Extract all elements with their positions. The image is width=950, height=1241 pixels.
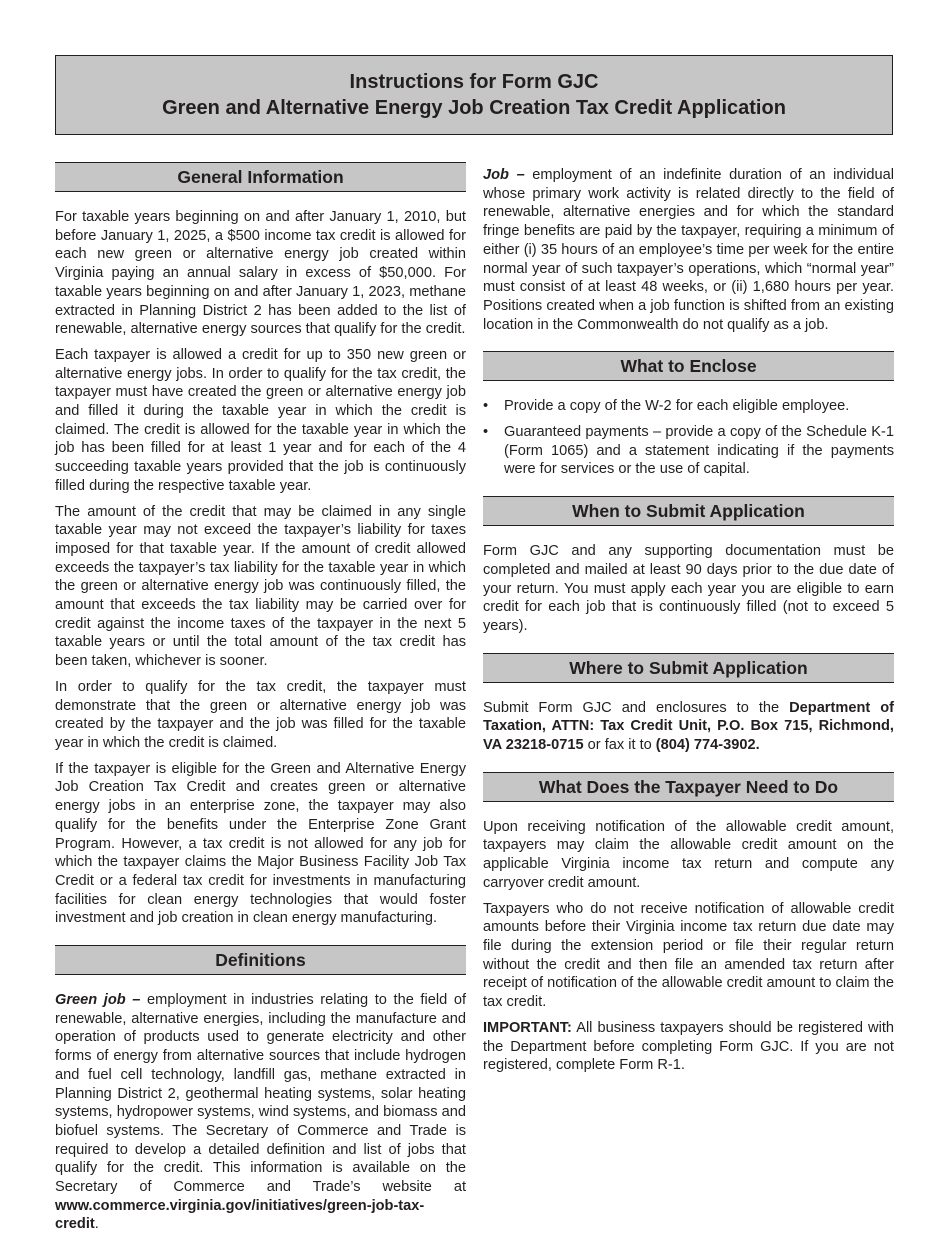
bullet-icon: •: [483, 398, 489, 415]
when-to-submit-text: Form GJC and any supporting documentation must be completed and mailed at least 90 days prior to the due date of your return. You must apply each year you are eligible to earn credit for each job that is continuously filled (not to exceed 5 years).: [483, 543, 894, 634]
green-job-end: .: [94, 1216, 99, 1233]
left-column: [55, 162, 466, 1241]
definitions-heading: Definitions: [55, 945, 466, 975]
general-info-paragraph-4: In order to qualify for the tax credit, the taxpayer must demonstrate that the green or alternative energy job was created by the taxpayer and the job was filled for the taxable year in which the credit is claimed.: [55, 678, 466, 751]
mailing-address: Department of Taxation, ATTN: Tax Credit Unit, P.O. Box 715, Richmond, VA 23218-0715: [483, 699, 895, 754]
job-definition: [483, 166, 894, 334]
form-title-box: [55, 55, 893, 135]
job-term: Job –: [483, 167, 525, 183]
when-to-submit-heading: When to Submit Application: [483, 496, 894, 526]
taxpayer-todo-paragraph-1: Upon receiving notification of the allowable credit amount, taxpayers may claim the allowable credit amount on the applicable Virginia income tax return and compute any carryover credit amount.: [483, 818, 894, 891]
enclose-list: [483, 397, 894, 479]
form-subtitle: Green and Alternative Energy Job Creation Tax Credit Application: [162, 97, 786, 119]
commerce-website-link[interactable]: www.commerce.virginia.gov/initiatives/green-job-tax-credit: [55, 1197, 425, 1233]
general-information-heading: General Information: [55, 162, 466, 192]
list-item: • Guaranteed payments – provide a copy of the Schedule K-1 (Form 1065) and a statement indicating if the payments were for services or the use of capital.: [483, 424, 894, 478]
where-to-submit-text: Submit Form GJC and enclosures to the Department of Taxation, ATTN: Tax Credit Unit, P.O. Box 715, Richmond, VA 23218-0715 or fax it to (804) 774-3902.: [483, 699, 895, 754]
general-info-paragraph-2: Each taxpayer is allowed a credit for up to 350 new green or alternative energy jobs. In order to qualify for the tax credit, the taxpayer must have created the green or alternative energy job and filled it during the taxable year in which the credit is claimed. The credit is allowed for the taxable year in which the job has been filled for at least 1 year and for each of the 4 succeeding taxable years provided that the job is continuously filled during the respective taxable year.: [55, 346, 466, 494]
important-note: IMPORTANT: All business taxpayers should be registered with the Department before completing Form GJC. If you are not registered, complete Form R-1.: [483, 1019, 894, 1074]
green-job-definition: [55, 991, 466, 1234]
taxpayer-todo-paragraph-2: Taxpayers who do not receive notification of allowable credit amounts before their Virginia income tax return due date may file during the extension period or file their regular return without the credit and then file an amended tax return after receipt of notification of the allowable credit amount to claim the tax credit.: [483, 900, 894, 1011]
right-column: [483, 166, 894, 1082]
bullet-icon: •: [483, 424, 489, 441]
form-title: Instructions for Form GJC: [349, 71, 599, 93]
general-info-paragraph-5: If the taxpayer is eligible for the Green and Alternative Energy Job Creation Tax Credit and creates green or alternative energy jobs in an enterprise zone, the taxpayer may also qualify for the benefits under the Enterprise Zone Grant Program. However, a tax credit is not allowed for any job for which the taxpayer claims the Major Business Facility Job Tax Credit or a federal tax credit for investments in manufacturing facilities for clean energy technologies that would foster investment and job creation in clean energy manufacturing.: [55, 760, 466, 927]
what-to-enclose-heading: What to Enclose: [483, 351, 894, 381]
taxpayer-todo-heading: What Does the Taxpayer Need to Do: [483, 772, 894, 802]
fax-number: (804) 774-3902.: [655, 737, 760, 754]
list-item: • Provide a copy of the W-2 for each eligible employee.: [483, 398, 850, 415]
green-job-text: employment in industries relating to the field of renewable, alternative energies, including the manufacture and operation of products used to generate electricity and other forms of energy from alternative sources that include hydrogen and fuel cell technology, landfill gas, methane extracted in Planning District 2, geothermal heating systems, solar heating systems, hydropower systems, wind systems, and biomass and biofuel systems. The Secretary of Commerce and Trade is required to develop a detailed definition and list of jobs that qualify for the credit. This information is available on the Secretary of Commerce and Trade’s website at: [55, 992, 466, 1196]
important-label: IMPORTANT:: [483, 1019, 572, 1036]
general-info-paragraph-3: The amount of the credit that may be claimed in any single taxable year may not exceed the taxpayer’s liability for taxes imposed for that taxable year. If the amount of credit allowed exceeds the taxpayer’s tax liability for the taxable year in which the green or alternative energy job was continuously filled, the amount that exceeds the tax liability may be carried over for credit against the income taxes of the taxpayer in the next 5 taxable years or until the total amount of the tax credit has been taken, whichever is sooner.: [55, 503, 466, 670]
job-text: employment of an indefinite duration of an individual whose primary work activity is related directly to the field of renewable, alternative energies and for which the standard fringe benefits are paid by the taxpayer, requiring a minimum of either (i) 35 hours of an employee’s time per week for the entire normal year of such taxpayer’s operations, which “normal year” must consist of at least 48 weeks, or (ii) 1,680 hours per year. Positions created when a job function is shifted from an existing location in the Commonwealth do not qualify as a job.: [483, 167, 894, 333]
general-info-paragraph-1: For taxable years beginning on and after January 1, 2010, but before January 1, 2025, a $500 income tax credit is allowed for each new green or alternative energy job created within Virginia paying an annual salary in excess of $50,000. For taxable years beginning on and after January 1, 2023, methane extracted in Planning District 2 has been added to the list of renewable, alternative energy sources that qualify for the credit.: [55, 209, 466, 338]
green-job-term: Green job –: [55, 992, 141, 1009]
where-to-submit-heading: Where to Submit Application: [483, 653, 894, 683]
